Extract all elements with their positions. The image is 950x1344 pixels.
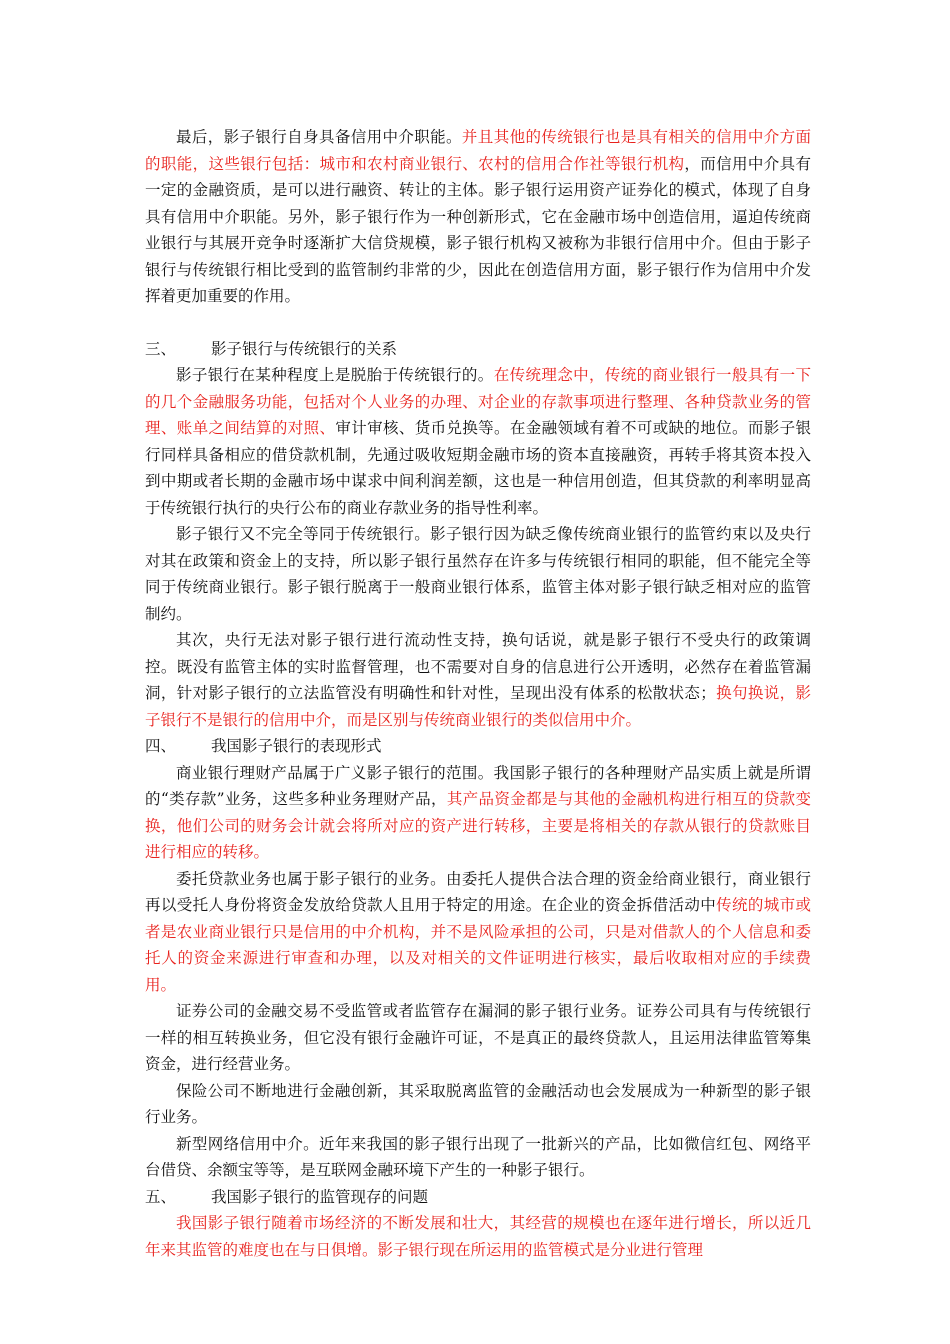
highlighted-text-run: 并且其他的传统银行也是具有相关的信用中介方面的职能，这些银行包括：城市和农村商业银行、农村的信用合作社等银行机构 [145,128,811,173]
text-run: 影子银行又不完全等同于传统银行。影子银行因为缺乏像传统商业银行的监管约束以及央行对其在政策和资金上的支持，所以影子银行虽然存在许多与传统银行相同的职能，但不能完全等同于传统商业银行。影子银行脱离于一般商业银行体系，监管主体对影子银行缺乏相对应的监管制约。 [145,525,811,623]
highlighted-text-run: 换句换说，影子银行不是银行的信用中介，而是区别与传统商业银行的类似信用中介。 [145,684,811,729]
paragraph-gap [145,310,811,336]
highlighted-text-run: 在传统理念中，传统的商业银行一般具有一下的几个金融服务功能，包括对个人业务的办理、对企业的存款事项进行整理、各种贷款业务的管理、账单之间结算的对照、 [145,366,811,437]
text-run: 审计审核、货币兑换等。在金融领域有着不可或缺的地位。而影子银行同样具备相应的借贷款机制，先通过吸收短期金融市场的资本直接融资，再转手将其资本投入到中期或者长期的金融市场中谋求中间利润差额，这也是一种信用创造，但其贷款的利率明显高于传统银行执行的央行公布的商业存款业务的指导性利率。 [145,419,811,517]
paragraph-entrusted-loans [145,866,811,999]
section-title: 影子银行与传统银行的关系 [211,339,398,358]
highlighted-text-run: 其产品资金都是与其他的金融机构进行相互的贷款变换，他们公司的财务会计就会将所对应的资产进行转移，主要是将相关的存款从银行的贷款账目进行相应的转移。 [145,790,811,861]
section-number: 四、 [145,737,177,755]
text-run: ，而信用中介具有一定的金融资质，是可以进行融资、转让的主体。影子银行运用资产证券化的模式，体现了自身具有信用中介职能。另外，影子银行作为一种创新形式，它在金融市场中创造信用，逼迫传统商业银行与其展开竞争时逐渐扩大信贷规模，影子银行机构又被称为非银行信用中介。但由于影子银行与传统银行相比受到的监管制约非常的少，因此在创造信用方面，影子银行作为信用中介发挥着更加重要的作用。 [145,154,811,305]
text-run: 新型网络信用中介。近年来我国的影子银行出现了一批新兴的产品，比如微信红包、网络平台借贷、余额宝等等，是互联网金融环境下产生的一种影子银行。 [145,1134,811,1179]
section-heading-3 [145,336,811,363]
text-run: 其次，央行无法对影子银行进行流动性支持，换句话说，就是影子银行不受央行的政策调控。既没有监管主体的实时监督管理，也不需要对自身的信息进行公开透明，必然存在着监管漏洞，针对影子银行的立法监管没有明确性和针对性，呈现出没有体系的松散状态； [145,631,811,702]
paragraph-insurance [145,1078,811,1131]
document-page [145,124,811,1263]
paragraph-no-liquidity-support [145,627,811,733]
paragraph-credit-intermediary [145,124,811,310]
highlighted-text-run: 传统的城市或者是农业商业银行只是信用的中介机构，并不是风险承担的公司，只是对借款人的个人信息和委托人的资金来源进行审查和办理，以及对相关的文件证明进行核实，最后收取相对应的手续费用。 [145,896,811,994]
paragraph-regulation-problems [145,1210,811,1263]
paragraph-online-credit [145,1131,811,1184]
text-run: 保险公司不断地进行金融创新，其采取脱离监管的金融活动也会发展成为一种新型的影子银行业务。 [145,1081,811,1126]
text-run: 委托贷款业务也属于影子银行的业务。由委托人提供合法合理的资金给商业银行，商业银行再以受托人身份将资金发放给贷款人且用于特定的用途。在企业的资金拆借活动中 [145,869,811,914]
paragraph-wealth-products [145,760,811,866]
section-number: 三、 [145,339,177,358]
section-number: 五、 [145,1187,177,1206]
text-run: 证券公司的金融交易不受监管或者监管存在漏洞的影子银行业务。证券公司具有与传统银行一样的相互转换业务，但它没有银行金融许可证，不是真正的最终贷款人，且运用法律监管筹集资金，进行经营业务。 [145,1002,811,1073]
paragraph-origin [145,362,811,521]
section-heading-5 [145,1184,811,1211]
section-title: 我国影子银行的表现形式 [211,737,382,755]
highlighted-text-run: 我国影子银行随着市场经济的不断发展和壮大，其经营的规模也在逐年进行增长，所以近几年来其监管的难度也在与日俱增。影子银行现在所运用的监管模式是分业进行管理 [145,1214,811,1259]
text-run: 商业银行理财产品属于广义影子银行的范围。我国影子银行的各种理财产品实质上就是所谓的“类存款”业务，这些多种业务理财产品， [145,763,811,808]
text-run: 影子银行在某种程度上是脱胎于传统银行的。 [176,366,494,384]
paragraph-not-equal [145,521,811,627]
section-title: 我国影子银行的监管现存的问题 [211,1187,429,1206]
paragraph-securities [145,998,811,1078]
section-heading-4 [145,733,811,760]
text-run: 最后，影子银行自身具备信用中介职能。 [176,128,462,146]
